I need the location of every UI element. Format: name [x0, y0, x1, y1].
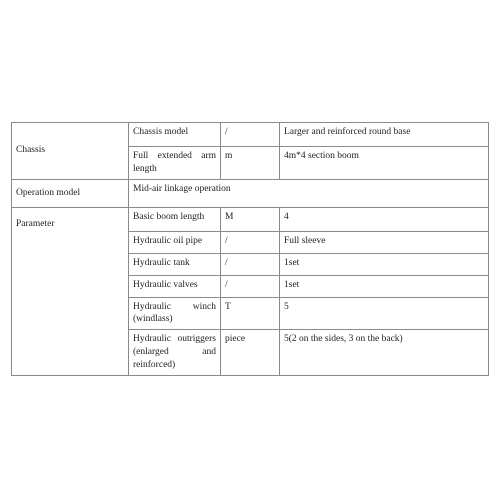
row-name: Hydraulic outriggers (enlarged and reinforced)	[129, 330, 221, 375]
row-unit: m	[221, 147, 280, 180]
row-name: Full extended arm length	[129, 147, 221, 180]
row-value: 1set	[280, 275, 489, 297]
row-name: Hydraulic valves	[129, 275, 221, 297]
table-row	[12, 123, 489, 147]
row-value: 4	[280, 207, 489, 231]
row-name: Hydraulic oil pipe	[129, 231, 221, 253]
row-unit: /	[221, 253, 280, 275]
operation-value: Mid-air linkage operation	[129, 179, 489, 207]
spec-table	[11, 122, 489, 376]
row-value: 4m*4 section boom	[280, 147, 489, 180]
chassis-label: Chassis	[12, 123, 129, 180]
row-value: Larger and reinforced round base	[280, 123, 489, 147]
row-value: 5(2 on the sides, 3 on the back)	[280, 330, 489, 375]
table-row	[12, 207, 489, 231]
row-unit: M	[221, 207, 280, 231]
row-name: Chassis model	[129, 123, 221, 147]
row-value: 5	[280, 297, 489, 330]
row-unit: /	[221, 123, 280, 147]
row-name: Hydraulic winch (windlass)	[129, 297, 221, 330]
row-unit: piece	[221, 330, 280, 375]
row-value: 1set	[280, 253, 489, 275]
row-name: Basic boom length	[129, 207, 221, 231]
parameter-label: Parameter	[12, 207, 129, 375]
row-unit: T	[221, 297, 280, 330]
row-unit: /	[221, 275, 280, 297]
row-name: Hydraulic tank	[129, 253, 221, 275]
table-row	[12, 179, 489, 207]
row-unit: /	[221, 231, 280, 253]
row-value: Full sleeve	[280, 231, 489, 253]
operation-label: Operation model	[12, 179, 129, 207]
